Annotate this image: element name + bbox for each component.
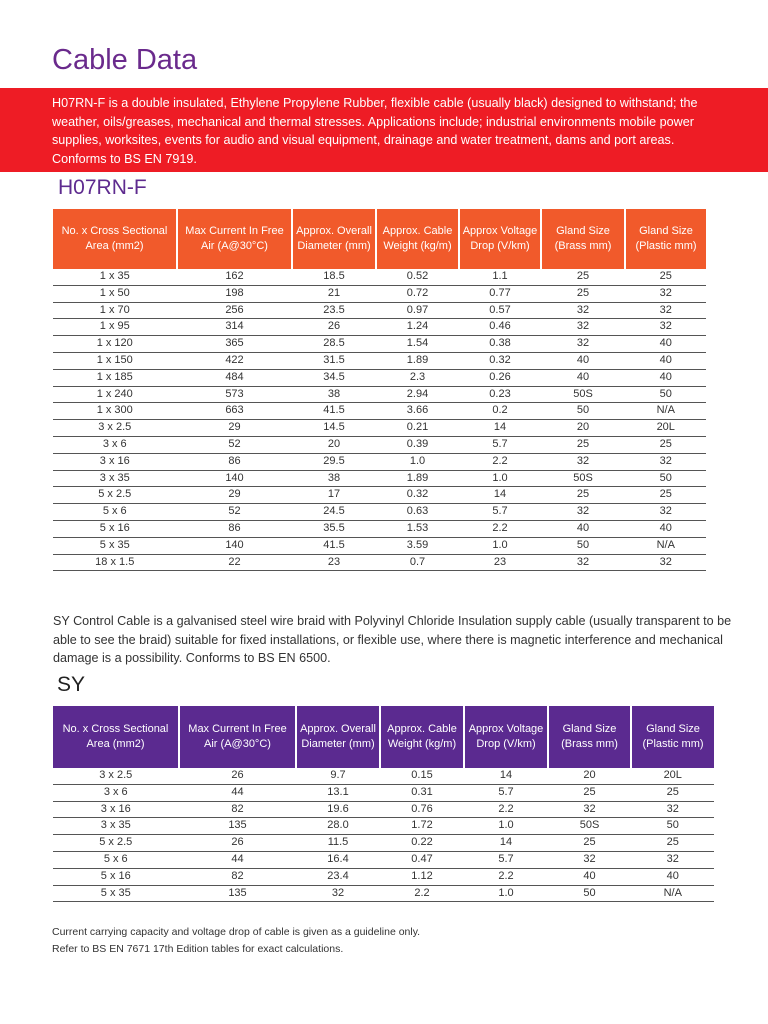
table-cell: 32 xyxy=(625,504,706,521)
table-cell: 86 xyxy=(177,453,292,470)
table-header-row xyxy=(53,706,714,768)
table-cell: 1 x 35 xyxy=(53,269,177,285)
table-cell: 1.0 xyxy=(464,885,548,902)
table-cell: 40 xyxy=(548,868,631,885)
table-row xyxy=(53,487,706,504)
table-cell: 28.5 xyxy=(292,336,376,353)
table-row xyxy=(53,504,706,521)
table-cell: 32 xyxy=(541,453,625,470)
sy-description: SY Control Cable is a galvanised steel wire braid with Polyvinyl Chloride Insulation supply cable (usually transparent to be able to see the braid) suitable for fixed installations, or flexible use, where there is magnetic interference and mechanical damage is a possibility. Conforms to BS EN 6500. xyxy=(53,614,732,665)
table-cell: 3 x 6 xyxy=(53,784,179,801)
table-cell: 29 xyxy=(177,487,292,504)
table-cell: 50 xyxy=(541,403,625,420)
table-cell: 32 xyxy=(625,285,706,302)
table-cell: 0.76 xyxy=(380,801,464,818)
table-cell: N/A xyxy=(625,537,706,554)
table-row xyxy=(53,336,706,353)
table-cell: 0.77 xyxy=(459,285,541,302)
table-cell: 5 x 6 xyxy=(53,504,177,521)
intro-banner xyxy=(0,88,768,172)
table-cell: 2.3 xyxy=(376,369,459,386)
table-cell: 50S xyxy=(541,470,625,487)
table-row xyxy=(53,420,706,437)
table-cell: 50 xyxy=(625,470,706,487)
header-max-current: Max Current In Free Air (A@30°C) xyxy=(177,209,292,269)
table-cell: 25 xyxy=(625,487,706,504)
table-cell: 44 xyxy=(179,784,296,801)
table-cell: 14 xyxy=(464,768,548,784)
table-cell: 25 xyxy=(631,784,714,801)
table-cell: 5.7 xyxy=(464,784,548,801)
table-cell: 135 xyxy=(179,885,296,902)
footnote-line-2: Refer to BS EN 7671 17th Edition tables for exact calculations. xyxy=(52,943,344,955)
table-cell: 32 xyxy=(541,504,625,521)
header-weight: Approx. Cable Weight (kg/m) xyxy=(380,706,464,768)
table-cell: 5 x 2.5 xyxy=(53,487,177,504)
header-diameter: Approx. Overall Diameter (mm) xyxy=(296,706,380,768)
table-cell: 1.0 xyxy=(464,818,548,835)
table-cell: 20L xyxy=(631,768,714,784)
table-cell: 3 x 2.5 xyxy=(53,420,177,437)
table-cell: 663 xyxy=(177,403,292,420)
table-cell: 26 xyxy=(292,319,376,336)
table-cell: 5 x 16 xyxy=(53,520,177,537)
table-row xyxy=(53,403,706,420)
table-cell: 0.23 xyxy=(459,386,541,403)
table-cell: 14 xyxy=(464,835,548,852)
table-cell: 40 xyxy=(625,369,706,386)
table-cell: 16.4 xyxy=(296,851,380,868)
table-cell: 3 x 35 xyxy=(53,470,177,487)
table-cell: 35.5 xyxy=(292,520,376,537)
table-row xyxy=(53,554,706,571)
table-cell: 5 x 16 xyxy=(53,868,179,885)
table-cell: 19.6 xyxy=(296,801,380,818)
table-cell: 1 x 150 xyxy=(53,352,177,369)
table-cell: 1 x 50 xyxy=(53,285,177,302)
table-cell: 32 xyxy=(296,885,380,902)
table-cell: 28.0 xyxy=(296,818,380,835)
table-cell: 22 xyxy=(177,554,292,571)
table-cell: 44 xyxy=(179,851,296,868)
table-cell: 0.32 xyxy=(459,352,541,369)
table-cell: 40 xyxy=(541,369,625,386)
table-row xyxy=(53,470,706,487)
table-cell: 82 xyxy=(179,801,296,818)
table-cell: 32 xyxy=(625,554,706,571)
table-cell: 0.52 xyxy=(376,269,459,285)
table-cell: 0.22 xyxy=(380,835,464,852)
table-row xyxy=(53,453,706,470)
table-cell: 32 xyxy=(541,336,625,353)
header-gland-plastic: Gland Size (Plastic mm) xyxy=(625,209,706,269)
table-cell: 25 xyxy=(541,436,625,453)
table-cell: 40 xyxy=(541,520,625,537)
table-cell: 32 xyxy=(548,801,631,818)
table-cell: 25 xyxy=(631,835,714,852)
table-cell: N/A xyxy=(625,403,706,420)
table-cell: 20 xyxy=(548,768,631,784)
header-max-current: Max Current In Free Air (A@30°C) xyxy=(179,706,296,768)
table-row xyxy=(53,386,706,403)
table-cell: 38 xyxy=(292,386,376,403)
table-cell: 20L xyxy=(625,420,706,437)
table-cell: 25 xyxy=(541,285,625,302)
table-cell: 0.21 xyxy=(376,420,459,437)
table-cell: 5.7 xyxy=(459,436,541,453)
table-cell: 1 x 95 xyxy=(53,319,177,336)
table-cell: 23.5 xyxy=(292,302,376,319)
table-cell: 82 xyxy=(179,868,296,885)
intro-text: H07RN-F is a double insulated, Ethylene Propylene Rubber, flexible cable (usually black) designed to withstand; the weather, oils/greases, mechanical and thermal stresses. Applications include; industrial environments mobile power supplies, worksites, events for audio and visual equipment, drainage and water treatment, dams and port areas. Conforms to BS EN 7919. xyxy=(52,96,698,166)
table-cell: 24.5 xyxy=(292,504,376,521)
table-row xyxy=(53,269,706,285)
table-cell: 26 xyxy=(179,835,296,852)
table-cell: 0.15 xyxy=(380,768,464,784)
table-cell: 32 xyxy=(625,453,706,470)
table-cell: 573 xyxy=(177,386,292,403)
table-cell: 9.7 xyxy=(296,768,380,784)
table-cell: 1.24 xyxy=(376,319,459,336)
table-cell: 0.26 xyxy=(459,369,541,386)
table-cell: 0.39 xyxy=(376,436,459,453)
table-cell: 3 x 2.5 xyxy=(53,768,179,784)
table-row xyxy=(53,537,706,554)
table-cell: 40 xyxy=(631,868,714,885)
table-cell: 3.66 xyxy=(376,403,459,420)
header-gland-brass: Gland Size (Brass mm) xyxy=(548,706,631,768)
header-diameter: Approx. Overall Diameter (mm) xyxy=(292,209,376,269)
table-cell: 1.89 xyxy=(376,470,459,487)
table-cell: 50S xyxy=(541,386,625,403)
table-cell: 20 xyxy=(541,420,625,437)
table-cell: 31.5 xyxy=(292,352,376,369)
table-cell: 32 xyxy=(541,319,625,336)
page-title: Cable Data xyxy=(52,44,198,76)
table-cell: 32 xyxy=(625,319,706,336)
table-cell: 5 x 35 xyxy=(53,537,177,554)
table-cell: 1 x 300 xyxy=(53,403,177,420)
table-cell: 1 x 185 xyxy=(53,369,177,386)
table-cell: 0.38 xyxy=(459,336,541,353)
table-cell: 1.72 xyxy=(380,818,464,835)
table-header-row xyxy=(53,209,706,269)
table-cell: 140 xyxy=(177,537,292,554)
table-row xyxy=(53,768,714,784)
table-cell: 1.54 xyxy=(376,336,459,353)
table-row xyxy=(53,436,706,453)
table-cell: 32 xyxy=(548,851,631,868)
table-cell: 2.2 xyxy=(459,453,541,470)
header-voltage-drop: Approx Voltage Drop (V/km) xyxy=(459,209,541,269)
h07rnf-table-body xyxy=(53,269,706,571)
table-cell: 23 xyxy=(292,554,376,571)
table-cell: 1.12 xyxy=(380,868,464,885)
table-cell: 25 xyxy=(541,487,625,504)
table-cell: 140 xyxy=(177,470,292,487)
h07rnf-table xyxy=(53,209,706,571)
table-cell: 18 x 1.5 xyxy=(53,554,177,571)
header-gland-brass: Gland Size (Brass mm) xyxy=(541,209,625,269)
table-cell: 25 xyxy=(625,269,706,285)
table-cell: 162 xyxy=(177,269,292,285)
table-cell: 5.7 xyxy=(464,851,548,868)
table-cell: 422 xyxy=(177,352,292,369)
table-cell: 18.5 xyxy=(292,269,376,285)
table-cell: 1 x 70 xyxy=(53,302,177,319)
table-cell: 40 xyxy=(541,352,625,369)
table-cell: 3 x 16 xyxy=(53,801,179,818)
table-cell: 0.46 xyxy=(459,319,541,336)
table-cell: 26 xyxy=(179,768,296,784)
table-cell: 38 xyxy=(292,470,376,487)
table-cell: 1.1 xyxy=(459,269,541,285)
table-cell: 365 xyxy=(177,336,292,353)
table-cell: 32 xyxy=(541,554,625,571)
table-cell: 50S xyxy=(548,818,631,835)
table-cell: 2.2 xyxy=(464,868,548,885)
table-cell: 20 xyxy=(292,436,376,453)
table-cell: 0.2 xyxy=(459,403,541,420)
table-cell: N/A xyxy=(631,885,714,902)
table-cell: 0.57 xyxy=(459,302,541,319)
table-cell: 14 xyxy=(459,487,541,504)
table-row xyxy=(53,885,714,902)
table-row xyxy=(53,302,706,319)
table-cell: 135 xyxy=(179,818,296,835)
table-row xyxy=(53,868,714,885)
header-gland-plastic: Gland Size (Plastic mm) xyxy=(631,706,714,768)
table-cell: 1.53 xyxy=(376,520,459,537)
table-row xyxy=(53,851,714,868)
table-row xyxy=(53,835,714,852)
table-cell: 14 xyxy=(459,420,541,437)
table-cell: 32 xyxy=(541,302,625,319)
table-cell: 13.1 xyxy=(296,784,380,801)
table-cell: 1 x 240 xyxy=(53,386,177,403)
table-cell: 11.5 xyxy=(296,835,380,852)
table-row xyxy=(53,369,706,386)
table-cell: 256 xyxy=(177,302,292,319)
table-row xyxy=(53,520,706,537)
table-cell: 5 x 35 xyxy=(53,885,179,902)
table-cell: 198 xyxy=(177,285,292,302)
header-weight: Approx. Cable Weight (kg/m) xyxy=(376,209,459,269)
table-cell: 25 xyxy=(625,436,706,453)
table-row xyxy=(53,285,706,302)
table-cell: 52 xyxy=(177,436,292,453)
table-cell: 40 xyxy=(625,336,706,353)
table-cell: 3.59 xyxy=(376,537,459,554)
table-cell: 29 xyxy=(177,420,292,437)
table-cell: 23 xyxy=(459,554,541,571)
table-cell: 86 xyxy=(177,520,292,537)
table-cell: 25 xyxy=(548,784,631,801)
table-cell: 5.7 xyxy=(459,504,541,521)
table-cell: 32 xyxy=(625,302,706,319)
sy-table xyxy=(53,706,714,902)
table-cell: 0.7 xyxy=(376,554,459,571)
table-cell: 50 xyxy=(625,386,706,403)
table-cell: 3 x 35 xyxy=(53,818,179,835)
header-voltage-drop: Approx Voltage Drop (V/km) xyxy=(464,706,548,768)
h07rnf-heading: H07RN-F xyxy=(58,176,147,199)
table-cell: 1.0 xyxy=(459,470,541,487)
table-cell: 14.5 xyxy=(292,420,376,437)
table-cell: 5 x 2.5 xyxy=(53,835,179,852)
sy-table-body xyxy=(53,768,714,902)
table-cell: 5 x 6 xyxy=(53,851,179,868)
table-cell: 17 xyxy=(292,487,376,504)
table-cell: 0.32 xyxy=(376,487,459,504)
table-cell: 34.5 xyxy=(292,369,376,386)
footnote xyxy=(52,924,420,958)
table-cell: 32 xyxy=(631,851,714,868)
table-cell: 52 xyxy=(177,504,292,521)
table-cell: 25 xyxy=(541,269,625,285)
table-cell: 484 xyxy=(177,369,292,386)
table-cell: 50 xyxy=(548,885,631,902)
table-cell: 0.31 xyxy=(380,784,464,801)
table-cell: 2.2 xyxy=(459,520,541,537)
table-cell: 2.94 xyxy=(376,386,459,403)
table-cell: 23.4 xyxy=(296,868,380,885)
table-cell: 32 xyxy=(631,801,714,818)
table-cell: 3 x 6 xyxy=(53,436,177,453)
table-cell: 1.0 xyxy=(376,453,459,470)
table-cell: 3 x 16 xyxy=(53,453,177,470)
table-row xyxy=(53,801,714,818)
table-cell: 50 xyxy=(631,818,714,835)
header-cross-section: No. x Cross Sectional Area (mm2) xyxy=(53,706,179,768)
table-row xyxy=(53,319,706,336)
table-cell: 2.2 xyxy=(380,885,464,902)
table-cell: 0.63 xyxy=(376,504,459,521)
table-cell: 41.5 xyxy=(292,403,376,420)
sy-heading: SY xyxy=(57,673,86,696)
table-cell: 50 xyxy=(541,537,625,554)
table-cell: 1.0 xyxy=(459,537,541,554)
table-cell: 2.2 xyxy=(464,801,548,818)
table-row xyxy=(53,818,714,835)
table-cell: 0.72 xyxy=(376,285,459,302)
footnote-line-1: Current carrying capacity and voltage drop of cable is given as a guideline only. xyxy=(52,926,421,938)
table-cell: 21 xyxy=(292,285,376,302)
table-cell: 25 xyxy=(548,835,631,852)
table-cell: 314 xyxy=(177,319,292,336)
table-cell: 0.47 xyxy=(380,851,464,868)
table-cell: 0.97 xyxy=(376,302,459,319)
table-cell: 1 x 120 xyxy=(53,336,177,353)
table-cell: 40 xyxy=(625,520,706,537)
table-cell: 40 xyxy=(625,352,706,369)
table-row xyxy=(53,784,714,801)
table-cell: 1.89 xyxy=(376,352,459,369)
table-row xyxy=(53,352,706,369)
table-cell: 29.5 xyxy=(292,453,376,470)
header-cross-section: No. x Cross Sectional Area (mm2) xyxy=(53,209,177,269)
table-cell: 41.5 xyxy=(292,537,376,554)
